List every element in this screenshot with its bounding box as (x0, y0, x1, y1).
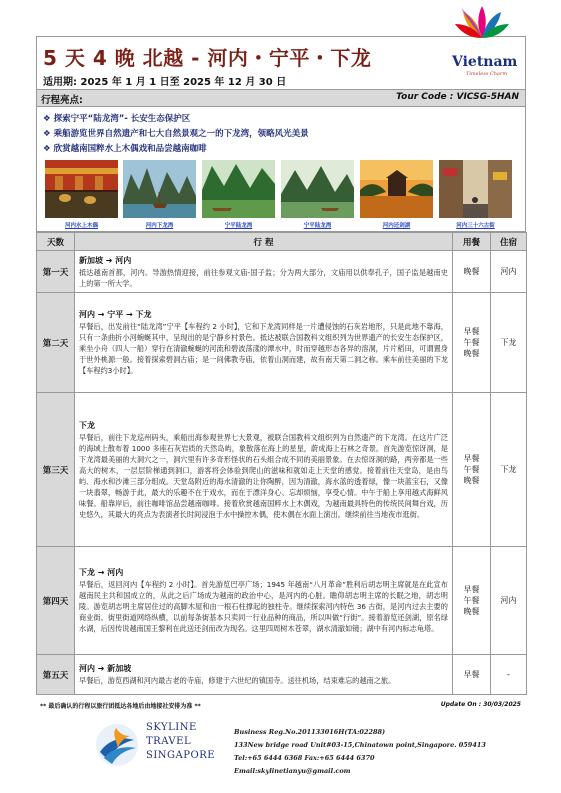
highlight-item: ❖ 探索宁平“陆龙湾”- 长安生态保护区 (43, 114, 191, 124)
diamond-bullet-icon: ❖ (43, 144, 51, 154)
diamond-bullet-icon: ❖ (43, 114, 51, 124)
page-title: 5 天 4 晚 北越 - 河内・宁平・下龙 (43, 46, 372, 70)
column-header-itinerary: 行 程 (75, 233, 453, 251)
table-row (37, 251, 527, 293)
day-activity (75, 293, 453, 393)
day-label: 第二天 (37, 293, 75, 393)
photo-caption: 宁平陆龙湾 (224, 223, 253, 229)
vietnam-logo-text: Vietnam (452, 54, 518, 70)
highlights-list (43, 112, 309, 157)
day-activity (75, 251, 453, 293)
company-email: Email:skylinetianyu@gmail.com (234, 767, 351, 775)
vietnam-lotus-logo-icon (447, 2, 517, 50)
day-route: 下龙 → 河内 (79, 568, 124, 577)
tour-code: Tour Code : VICSG-5HAN (396, 92, 519, 102)
vietnam-logo-tagline: Timeless Charm (466, 71, 508, 77)
column-header-day: 天数 (37, 233, 75, 251)
trang-an-photo-1 (202, 160, 275, 218)
company-address: 133New bridge road Unit#03-15,Chinatown point,Singapore. 059413 (234, 741, 486, 749)
day-meals: 早餐 午餐 晚餐 (453, 547, 491, 655)
photo-caption: 河内三十六古街 (456, 223, 495, 229)
old-quarter-photo (439, 160, 512, 218)
day-description: 抵达越南首都，河内。导游热情迎接，前往参观文庙-国子监；分为两大部分，文庙用以供奉孔子，国子监是越南史上的第一所大学。 (79, 267, 448, 288)
trang-an-photo-2 (281, 160, 354, 218)
highlights-label: 行程亮点: (41, 95, 83, 106)
footnote: ** 最后确认的行程以旅行团抵达各地后由地接社安排为准 ** (40, 703, 201, 710)
day-label: 第四天 (37, 547, 75, 655)
halong-bay-photo (123, 160, 196, 218)
business-reg: Business Reg.No.201133016H(TA:02288) (234, 728, 386, 736)
company-name: SKYLINE TRAVEL SINGAPORE (146, 722, 216, 761)
period-value: 2025 年 1 月 1 日至 2025 年 12 月 30 日 (80, 77, 287, 88)
table-header-row (37, 233, 527, 251)
highlight-item: ❖ 欣赏越南国粹水上木偶戏和品尝越南咖啡 (43, 144, 207, 154)
day-meals: 早餐 午餐 晚餐 (453, 393, 491, 547)
day-label: 第一天 (37, 251, 75, 293)
photo-caption: 河内下龙湾 (145, 223, 174, 229)
hoan-kiem-lake-photo (360, 160, 433, 218)
day-activity (75, 393, 453, 547)
photo-caption: 河内水上木偶 (64, 223, 98, 229)
day-stay: - (491, 655, 527, 695)
highlights-section (36, 90, 526, 232)
day-route: 河内 → 宁平 → 下龙 (79, 310, 152, 319)
column-header-meals: 用餐 (453, 233, 491, 251)
day-description: 早餐后，前往下龙巡州码头，乘船出海参观世界七大景观，被联合国教科文组织列为自然遗产的下龙湾。在这片广泛的海域上散布着 1000 多座石灰岩质的天然岛屿，象散落在海上的星星，蔚成海上石林之奇景。首先游览惊讶洞，是下龙湾最美丽的大洞穴之一，洞穴里有许多奇形怪状的石头组合成不同的美丽景象。在去惊讶洞的路，两旁都是一些高大的树木，一层层阶梯通到洞口，游客将会体验到爬山的滋味和就如走上天堂的感觉。接着前往天堂岛，是由鸟屿、海水和沙滩三部分组成。天堂岛附近的海水清澈的让你陶醉，因为清澈，海水蓝的透着绿，像一块蓝宝石，又像一块翡翠，畅游于此，最大的乐趣不在于戏水，而在于漂洋身心、忘却烦恼，享受心情。中午于船上享用越式海鲜风味餐。船靠岸后，前往咖啡馆品尝越南咖啡。接着欣赏越南国粹水上木偶戏，为越南最具特色的传统民间舞台戏，历史悠久，其最大的亮点为表演者长时间浸泡于水中操控木偶，使木偶在水面上演出。继续前往当地夜市逛街。 (79, 432, 448, 519)
day-description: 早餐后，返回河内【车程约 2 小时】。首先游览巴亭广场；1945 年越南“八月革命”胜利后胡志明主席就是在此宣布越南民主共和国成立的，从此之后广场成为越南的政治中心，是河内的心脏。瞻仰胡志明主席的长眠之地，胡志明陵。游览胡志明主席居住过的高脚木屋和由一根石柱撑起的独柱寺。继续探索河内特色 36 古街，是河内过去主要的商业街。街里街道网络纵横，以前每条街基本只卖同一行业品种的商品，所以叫做“行街”。接着游览还剑湖，原名绿水湖，后因传说越南国王黎利在此送还剑而改为现名。这里四周树木苍翠，湖水清澈如镜；湖中有河内标志龟塔。 (79, 580, 448, 633)
day-activity (75, 655, 453, 695)
day-route: 新加坡 ➔ 河内 (79, 255, 132, 265)
update-date: Update On : 30/03/2025 (440, 701, 521, 708)
period-label: 适用期: (43, 77, 77, 88)
table-row (37, 547, 527, 655)
day-stay: 河内 (491, 251, 527, 293)
day-meals: 晚餐 (453, 251, 491, 293)
day-description: 早餐后，出发前往“陆龙湾”宁平【车程约 2 小时】，它和下龙湾同样是一片遭侵蚀的石灰岩地形，只是此地不靠海，只有一条曲折小河蜿蜒其中，呈现出的是宁静乡村景色。抵达被联合国教科文组织列为世界遗产的长安生态保护区，乘坐小舟（四人一船）穿行在清澈蜿蜒的河流和碧波荡漾的潭水中，时而穿越形态各异的溶洞，片片稻田，可谓置身于世外桃源一般。接着探索碧洞古庙；是一间佛教寺庙，依着山洞而建，故有南天第二洞之称。乘车前往美丽的下龙【车程约3小时】。 (79, 322, 448, 375)
day-description: 早餐后，游览西湖和河内最古老的寺庙，修建于六世纪的镇国寺。送往机场，结束难忘的越南之旅。 (79, 676, 396, 685)
column-header-stay: 住宿 (491, 233, 527, 251)
skyline-travel-logo-icon (94, 722, 140, 768)
day-stay: 下龙 (491, 393, 527, 547)
company-phone: Tel:+65 6444 6368 Fax:+65 6444 6370 (234, 754, 375, 762)
photo-caption: 宁平陆龙湾 (303, 223, 332, 229)
diamond-bullet-icon: ❖ (43, 129, 51, 139)
highlights-header (37, 90, 525, 107)
highlight-item: ❖ 乘船游览世界自然遗产和七大自然景观之一的下龙湾，领略风光美景 (43, 129, 309, 139)
water-puppet-photo (45, 160, 118, 218)
day-meals: 早餐 (453, 655, 491, 695)
valid-period (43, 73, 286, 88)
day-stay: 河内 (491, 547, 527, 655)
day-label: 第三天 (37, 393, 75, 547)
day-route: 下龙 (79, 420, 95, 430)
table-row (37, 393, 527, 547)
day-route: 河内 ➔ 新加坡 (79, 664, 132, 673)
photo-strip (37, 160, 527, 232)
photo-caption: 河内还剑湖 (382, 223, 411, 229)
day-activity (75, 547, 453, 655)
day-meals: 早餐 午餐 晚餐 (453, 293, 491, 393)
table-row (37, 293, 527, 393)
itinerary-table (36, 232, 527, 695)
day-stay: 下龙 (491, 293, 527, 393)
company-contact (234, 726, 486, 778)
day-label: 第五天 (37, 655, 75, 695)
table-row (37, 655, 527, 695)
